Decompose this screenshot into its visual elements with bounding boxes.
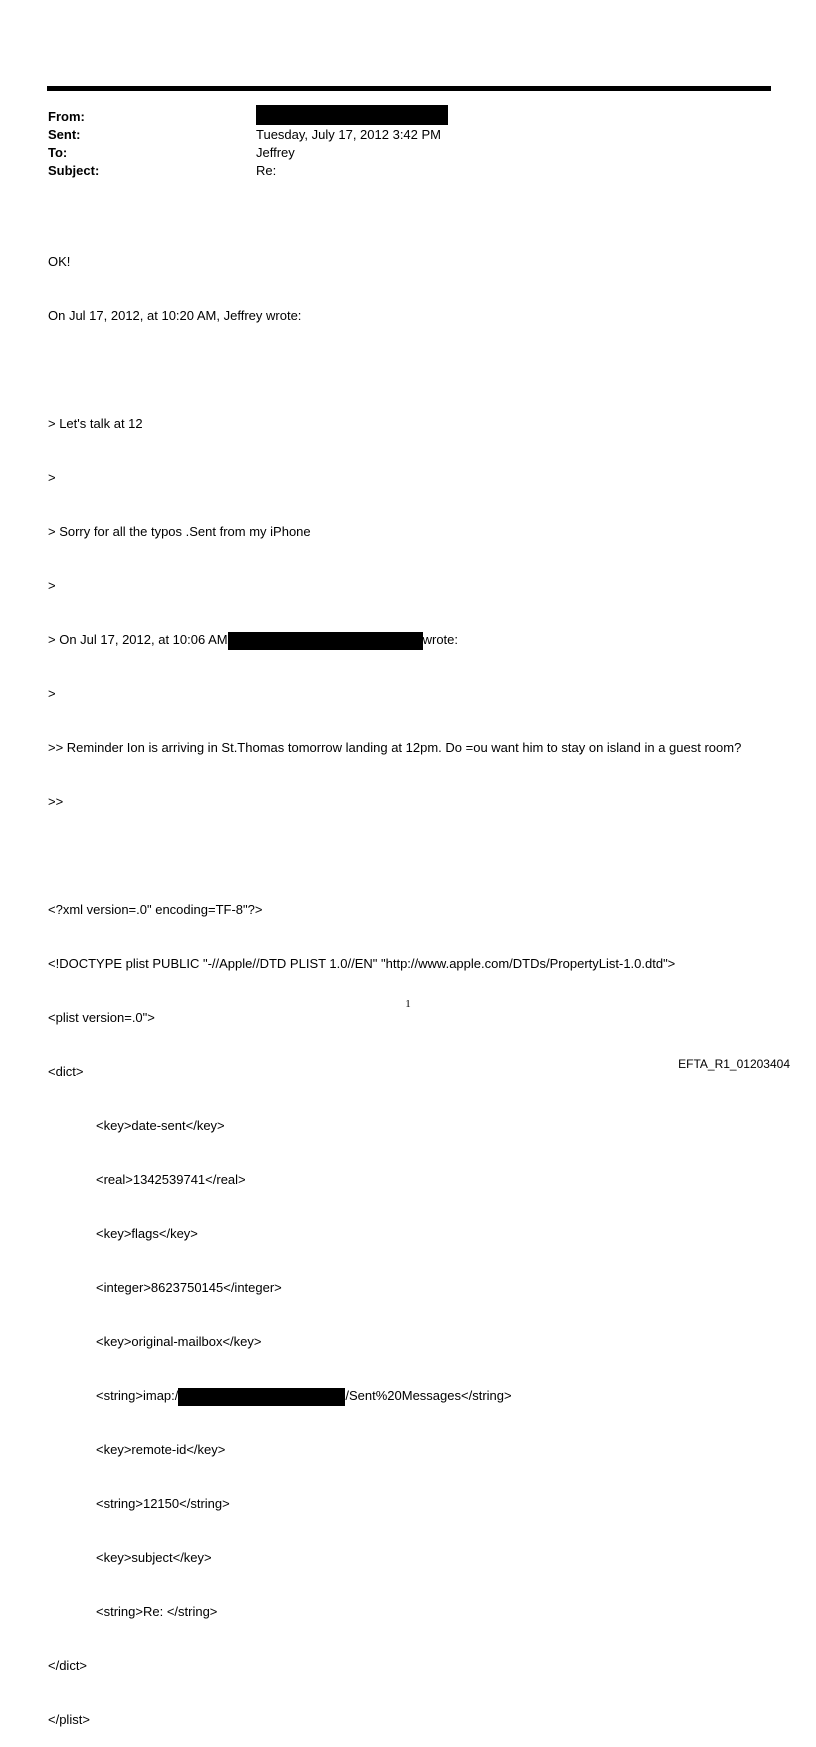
plist-line — [48, 1387, 741, 1405]
plist-line: <key>date-sent</key> — [96, 1118, 225, 1133]
to-row — [48, 144, 448, 162]
plist-line: </plist> — [48, 1712, 90, 1727]
plist-line: <string>12150</string> — [96, 1496, 230, 1511]
plist-line: <string>Re: </string> — [96, 1604, 218, 1619]
plist-line: <key>original-mailbox</key> — [96, 1334, 262, 1349]
quoted-line: > — [48, 686, 56, 701]
body-line: On Jul 17, 2012, at 10:20 AM, Jeffrey wrote: — [48, 308, 302, 323]
bates-number: EFTA_R1_01203404 — [678, 1057, 790, 1071]
plist-line: <dict> — [48, 1064, 84, 1079]
plist-line: <plist version=.0"> — [48, 1010, 155, 1025]
to-label: To: — [48, 145, 68, 160]
redaction-box — [256, 105, 448, 125]
from-row — [48, 108, 448, 126]
sent-row — [48, 126, 448, 144]
quoted-line: > Let's talk at 12 — [48, 416, 143, 431]
sent-label: Sent: — [48, 127, 81, 142]
quoted-line: > — [48, 470, 56, 485]
header-rule — [47, 86, 771, 91]
quoted-line-end: wrote: — [422, 632, 459, 647]
subject-value: Re: — [256, 163, 277, 178]
quoted-line: > — [48, 578, 56, 593]
quoted-line: >> — [48, 794, 64, 809]
quoted-line — [48, 631, 741, 649]
body-line: OK! — [48, 254, 71, 269]
plist-line: <integer>8623750145</integer> — [96, 1280, 282, 1295]
plist-line: <!DOCTYPE plist PUBLIC "-//Apple//DTD PLIST 1.0//EN" "http://www.apple.com/DTDs/PropertyList-1.0.dtd"> — [48, 956, 676, 971]
plist-line: <key>remote-id</key> — [96, 1442, 226, 1457]
email-header — [48, 108, 448, 180]
plist-line-start: <string>imap:/ — [96, 1388, 179, 1403]
subject-label: Subject: — [48, 163, 100, 178]
redaction-box — [228, 632, 423, 650]
quoted-line-start: > On Jul 17, 2012, at 10:06 AM — [48, 632, 228, 647]
subject-row — [48, 162, 448, 180]
email-body — [48, 217, 741, 1747]
page-number: 1 — [405, 998, 411, 1010]
redaction-box — [178, 1388, 345, 1406]
plist-line: <key>flags</key> — [96, 1226, 198, 1241]
sent-value: Tuesday, July 17, 2012 3:42 PM — [256, 127, 441, 142]
plist-line: <real>1342539741</real> — [96, 1172, 246, 1187]
plist-line-end: /Sent%20Messages</string> — [345, 1388, 512, 1403]
plist-line: <key>subject</key> — [96, 1550, 212, 1565]
from-label: From: — [48, 109, 85, 124]
quoted-line: > Sorry for all the typos .Sent from my iPhone — [48, 524, 311, 539]
plist-line: </dict> — [48, 1658, 88, 1673]
plist-line: <?xml version=.0" encoding=TF-8"?> — [48, 902, 263, 917]
to-value: Jeffrey — [256, 145, 295, 160]
quoted-line: >> Reminder Ion is arriving in St.Thomas tomorrow landing at 12pm. Do =ou want him to stay on island in a guest room? — [48, 740, 742, 755]
